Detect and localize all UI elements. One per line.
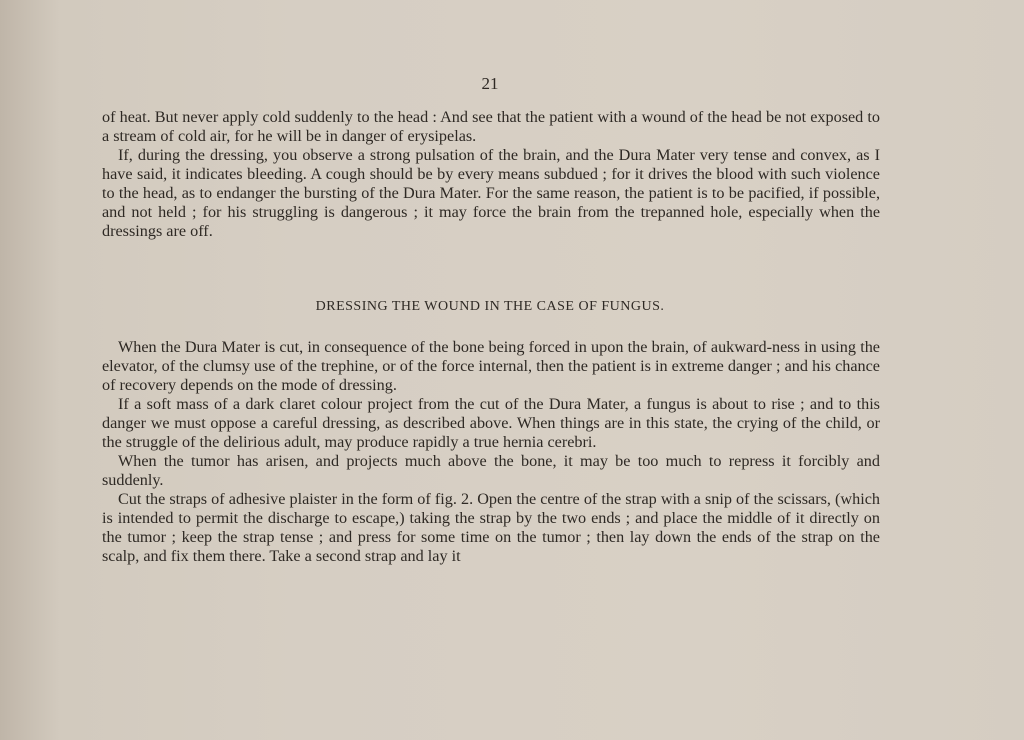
paragraph: When the tumor has arisen, and projects much above the bone, it may be too much to repress it forcibly and suddenly. xyxy=(102,452,880,489)
paragraph: When the Dura Mater is cut, in consequence of the bone being forced in upon the brain, of aukward-ness in using the elevator, of the clumsy use of the trephine, or of the force internal, then the patient is in extreme danger ; and his chance of recovery depends on the mode of dressing. xyxy=(102,338,880,394)
paragraph: If a soft mass of a dark claret colour project from the cut of the Dura Mater, a fungus is about to rise ; and to this danger we must oppose a careful dressing, as described above. When things are in this state, the crying of the child, or the struggle of the delirious adult, may produce rapidly a true hernia cerebri. xyxy=(102,395,880,451)
paragraph: Cut the straps of adhesive plaister in the form of fig. 2. Open the centre of the strap with a snip of the scissars, (which is intended to permit the discharge to escape,) taking the strap by the two ends ; and place the middle of it directly on the tumor ; keep the strap tense ; and press for some time on the tumor ; then lay down the ends of the strap on the scalp, and fix them there. Take a second strap and lay it xyxy=(102,490,880,565)
page-number: 21 xyxy=(481,74,499,93)
paragraph: If, during the dressing, you observe a strong pulsation of the brain, and the Dura Mater very tense and convex, as I have said, it indicates bleeding. A cough should be by every means subdued ; for it drives the blood with such violence to the head, as to endanger the bursting of the Dura Mater. For the same reason, the patient is to be pacified, if possible, and not held ; for his struggling is dangerous ; it may force the brain from the trepanned hole, especially when the dressings are off. xyxy=(102,146,880,240)
paragraph: of heat. But never apply cold suddenly to the head : And see that the patient with a wound of the head be not exposed to a stream of cold air, for he will be in danger of erysipelas. xyxy=(102,108,880,145)
intro-text xyxy=(102,108,880,241)
section-heading: DRESSING THE WOUND IN THE CASE OF FUNGUS. xyxy=(315,299,665,314)
section-text xyxy=(102,338,880,566)
